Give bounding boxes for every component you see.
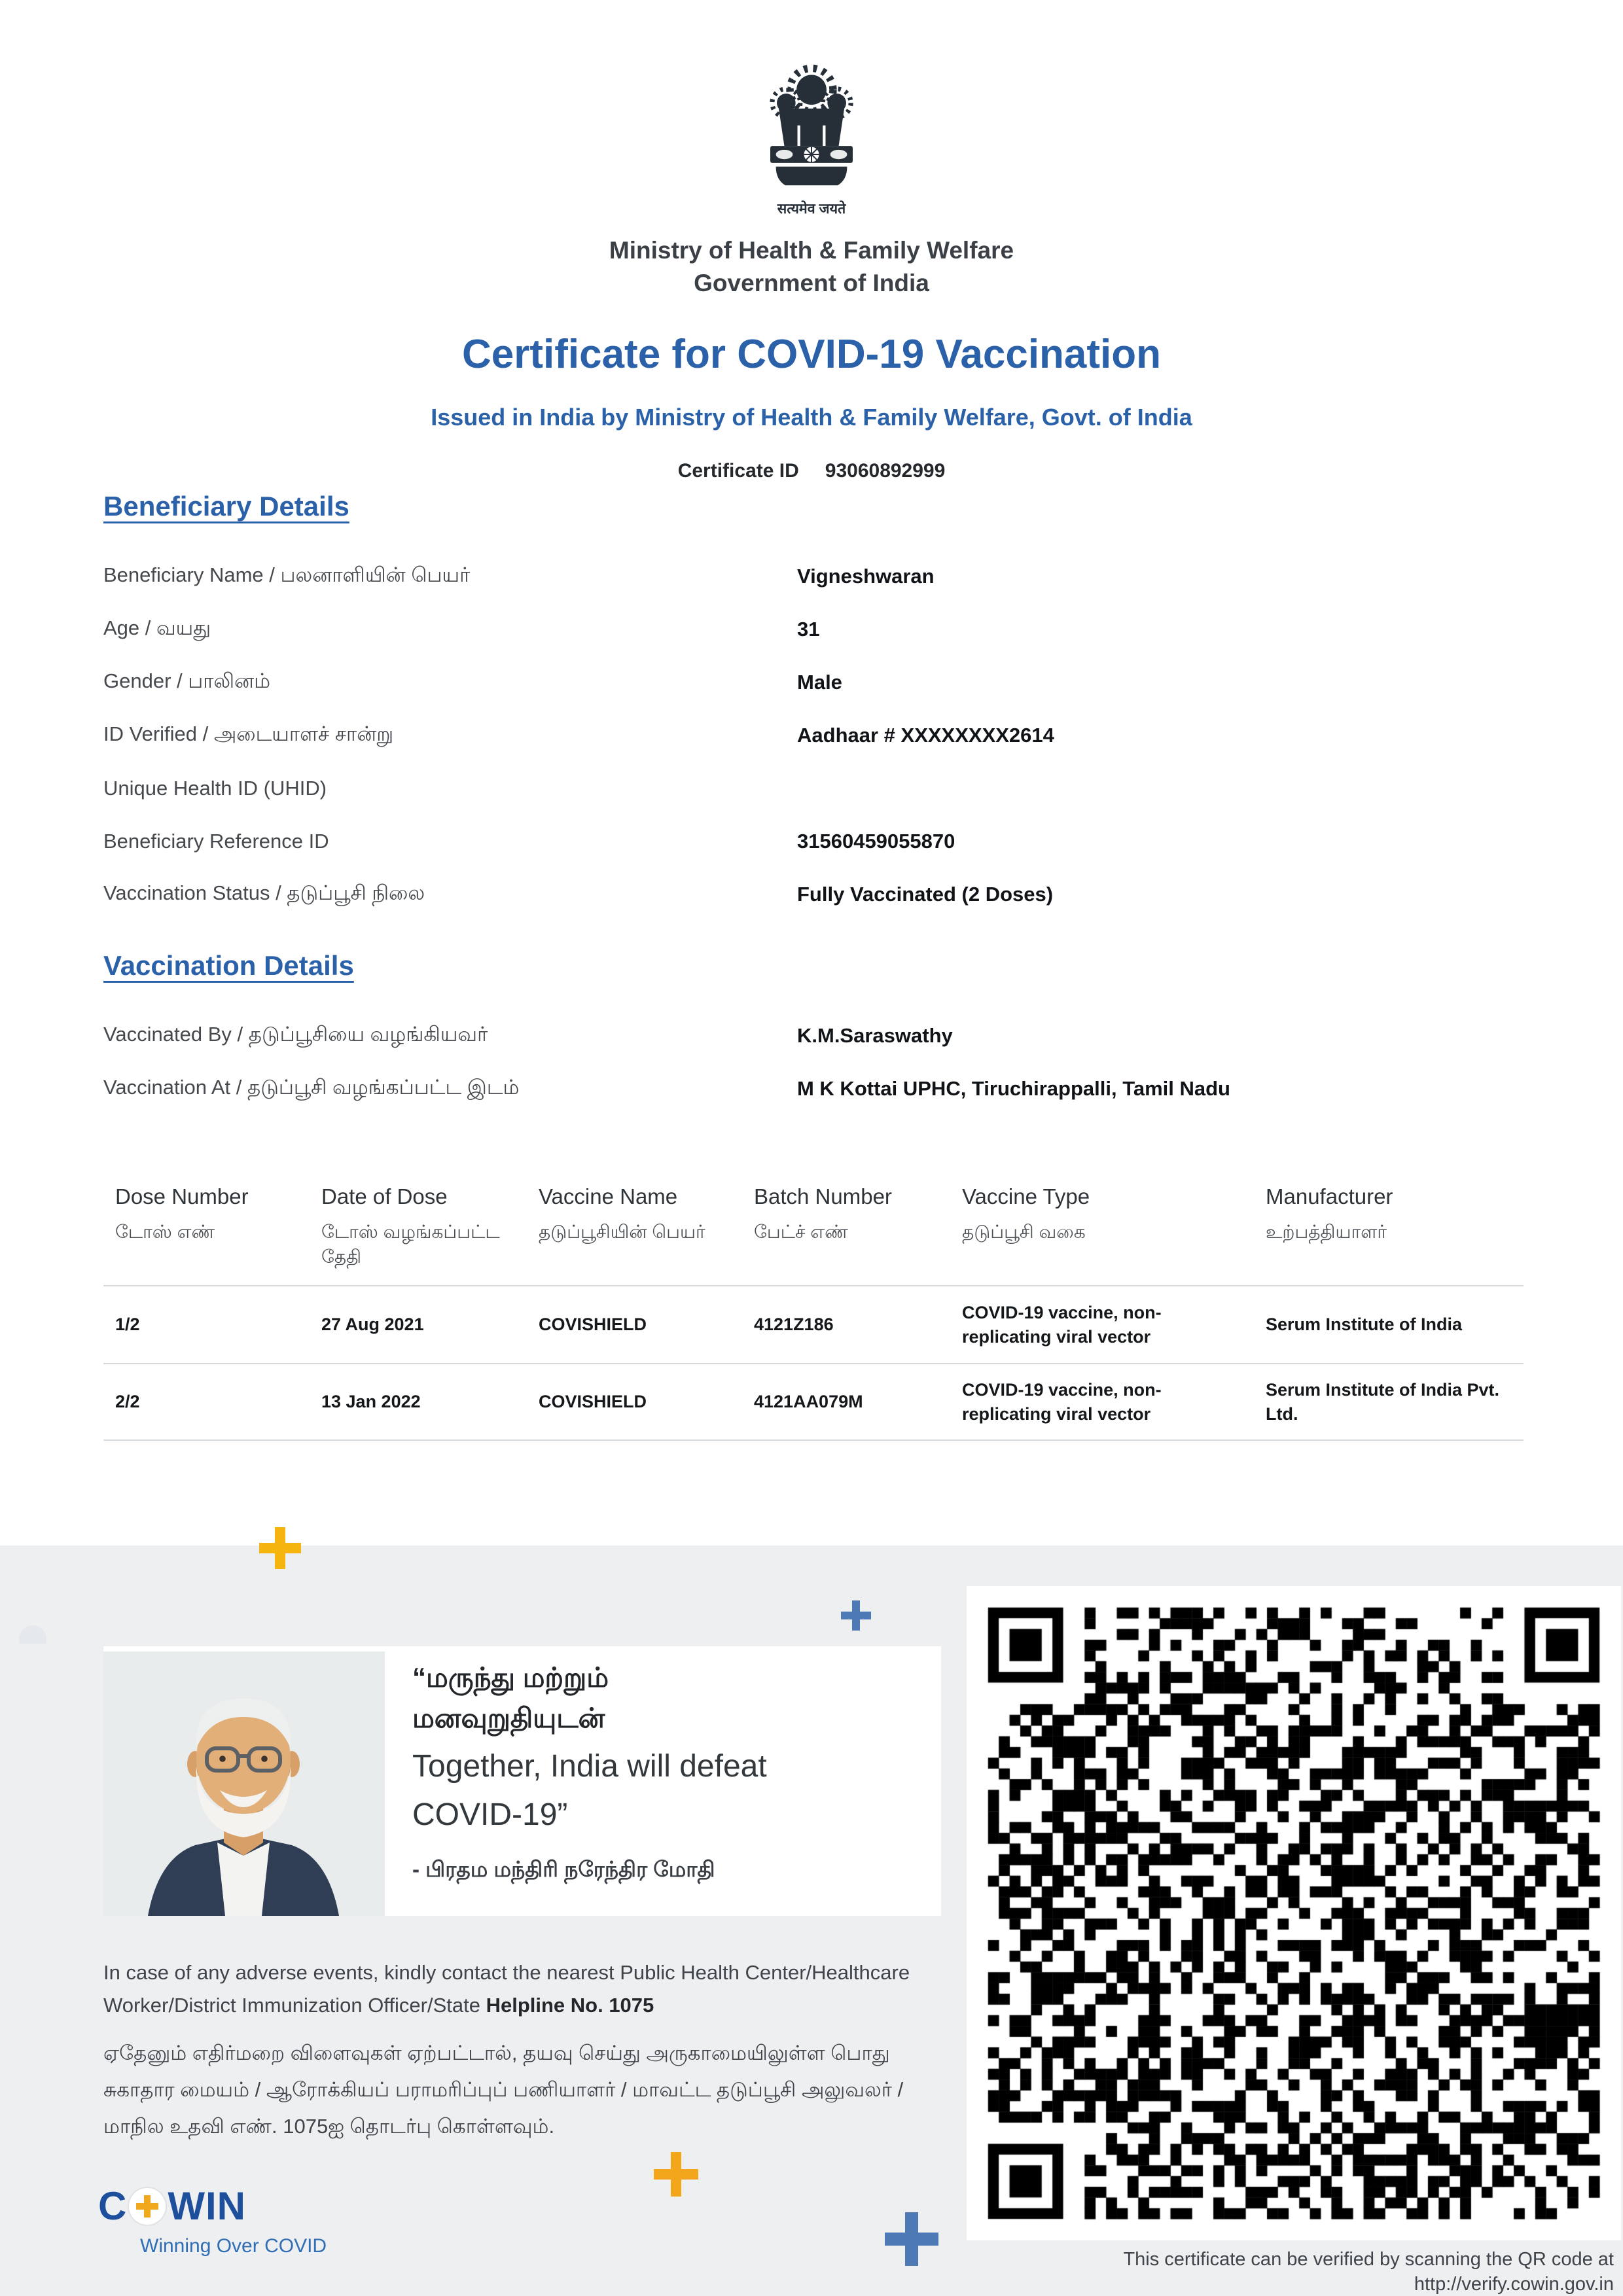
dose-table-header: [103, 1178, 1524, 1285]
verify-url-link[interactable]: http://verify.cowin.gov.in: [1414, 2274, 1614, 2295]
table-cell: 4121AA079M: [754, 1392, 863, 1411]
cowin-plus-icon: [129, 2188, 166, 2225]
table-cell: 27 Aug 2021: [321, 1315, 424, 1334]
field-label: ID Verified / அடையாளச் சான்று: [103, 722, 394, 745]
field-value: Fully Vaccinated (2 Doses): [797, 882, 1054, 906]
beneficiary-details-section: [103, 491, 1530, 921]
column-header-manufacturer: Manufacturer உற்பத்தியாளர்: [1266, 1184, 1393, 1242]
table-row-dose-1: [103, 1285, 1524, 1363]
quote-tamil-line1: “மருந்து மற்றும்: [412, 1662, 609, 1693]
table-cell: COVID-19 vaccine, non-replicating viral vector: [962, 1302, 1162, 1347]
table-cell: COVISHIELD: [539, 1392, 647, 1411]
field-label: Vaccination At / தடுப்பூசி வழங்கப்பட்ட இடம்: [103, 1075, 520, 1099]
field-value: Vigneshwaran: [797, 564, 935, 588]
field-label: Vaccinated By / தடுப்பூசியை வழங்கியவர்: [103, 1022, 488, 1046]
column-header-date-of-dose: Date of Dose டோஸ் வழங்கப்பட்ட தேதி: [321, 1184, 500, 1267]
field-value: Aadhaar # XXXXXXXX2614: [797, 723, 1054, 747]
field-row-vaccination-status: [103, 868, 1530, 921]
field-value: K.M.Saraswathy: [797, 1023, 953, 1047]
ministry-name: Ministry of Health & Family Welfare: [609, 237, 1014, 264]
field-label: Vaccination Status / தடுப்பூசி நிலை: [103, 881, 425, 904]
pm-modi-photo: [103, 1651, 385, 1916]
table-cell: 4121Z186: [754, 1315, 834, 1334]
field-row-beneficiary-name: [103, 550, 1530, 603]
field-label: Beneficiary Reference ID: [103, 829, 329, 853]
small-blue-plus-icon: [841, 1600, 871, 1631]
adverse-events-text: In case of any adverse events, kindly contact the nearest Public Health Center/Healthcare Worker/District Immunization Officer/State Helpline No. 1075: [103, 1961, 910, 2017]
field-value: 31: [797, 617, 820, 641]
cowin-logo: [98, 2183, 327, 2257]
cowin-logo-c: C: [98, 2184, 128, 2228]
india-emblem-icon: [755, 52, 868, 230]
field-row-vaccinated-by: [103, 1009, 1530, 1062]
field-row-vaccination-at: [103, 1062, 1530, 1115]
column-header-vaccine-type: Vaccine Type தடுப்பூசி வகை: [962, 1184, 1090, 1242]
column-header-batch-number: Batch Number பேட்ச் எண்: [754, 1184, 892, 1242]
qr-code-canvas: [967, 1586, 1621, 2240]
field-row-reference-id: [103, 815, 1530, 868]
adverse-events-text-tamil: ஏதேனும் எதிர்மறை விளைவுகள் ஏற்பட்டால், தயவு செய்து அருகாமையிலுள்ள பொது சுகாதார மையம் / ஆரோக்கியப் பராமரிப்புப் பணியாளர் / மாவட்ட தடுப்பூசி அலுவலர் / மாநில உதவி எண். 1075ஐ தொடர்பு கொள்ளவும்.: [103, 2041, 904, 2138]
section-title-vaccination: Vaccination Details: [103, 950, 354, 981]
column-header-dose-number: Dose Number டோஸ் எண்: [115, 1184, 249, 1242]
field-label: Gender / பாலினம்: [103, 669, 271, 692]
quote-english-line1: Together, India will defeat: [412, 1749, 767, 1784]
certificate-id-value: 93060892999: [825, 460, 946, 482]
column-header-vaccine-name: Vaccine Name தடுப்பூசியின் பெயர்: [539, 1184, 705, 1242]
quote-tamil-line2: மனவுறுதியுடன்: [412, 1703, 605, 1733]
field-row-id-verified: [103, 709, 1530, 762]
vaccination-details-section: [103, 950, 1530, 1115]
table-cell: Serum Institute of India Pvt. Ltd.: [1266, 1379, 1500, 1424]
field-value: Male: [797, 670, 842, 694]
table-cell: 1/2: [115, 1315, 140, 1334]
quote-english-line2: COVID-19”: [412, 1797, 568, 1832]
field-row-age: [103, 603, 1530, 656]
table-cell: COVISHIELD: [539, 1315, 647, 1334]
field-value: M K Kottai UPHC, Tiruchirappalli, Tamil Nadu: [797, 1076, 1230, 1100]
certificate-id: [0, 460, 1623, 482]
cowin-logo-win: WIN: [168, 2184, 246, 2228]
government-name: Government of India: [694, 270, 929, 296]
table-cell: 13 Jan 2022: [321, 1392, 421, 1411]
certificate-title: Certificate for COVID-19 Vaccination: [461, 332, 1162, 377]
certificate-id-label: Certificate ID: [677, 460, 799, 482]
qr-code: [967, 1586, 1621, 2240]
yellow-plus-icon: [259, 1527, 301, 1569]
table-cell: Serum Institute of India: [1266, 1315, 1463, 1334]
crowd-silhouettes-icon: [0, 1545, 196, 1644]
certificate-subtitle: Issued in India by Ministry of Health & Family Welfare, Govt. of India: [431, 404, 1192, 431]
dose-table: [103, 1178, 1524, 1441]
table-row-dose-2: [103, 1363, 1524, 1441]
table-cell: 2/2: [115, 1392, 140, 1411]
certificate-header: [0, 52, 1623, 482]
field-row-uhid: [103, 762, 1530, 815]
field-label: Unique Health ID (UHID): [103, 776, 327, 800]
field-label: Beneficiary Name / பலனாளியின் பெயர்: [103, 563, 471, 586]
quote-author: - பிரதம மந்திரி நரேந்திர மோதி: [412, 1857, 715, 1881]
table-cell: COVID-19 vaccine, non-replicating viral vector: [962, 1379, 1162, 1424]
field-value: 31560459055870: [797, 829, 955, 853]
emblem-motto: सत्यमेव जयते: [777, 201, 846, 217]
cowin-tagline: Winning Over COVID: [140, 2235, 327, 2257]
section-title-beneficiary: Beneficiary Details: [103, 491, 349, 521]
field-label: Age / வயது: [103, 616, 211, 639]
helpline-number: Helpline No. 1075: [486, 1994, 654, 2017]
qr-caption: This certificate can be verified by scanning the QR code at http://verify.cowin.gov.in: [894, 2247, 1614, 2296]
certificate-footer: [0, 1545, 1623, 2296]
field-row-gender: [103, 656, 1530, 709]
quote-panel: [103, 1646, 941, 1916]
orange-plus-icon: [654, 2152, 698, 2197]
